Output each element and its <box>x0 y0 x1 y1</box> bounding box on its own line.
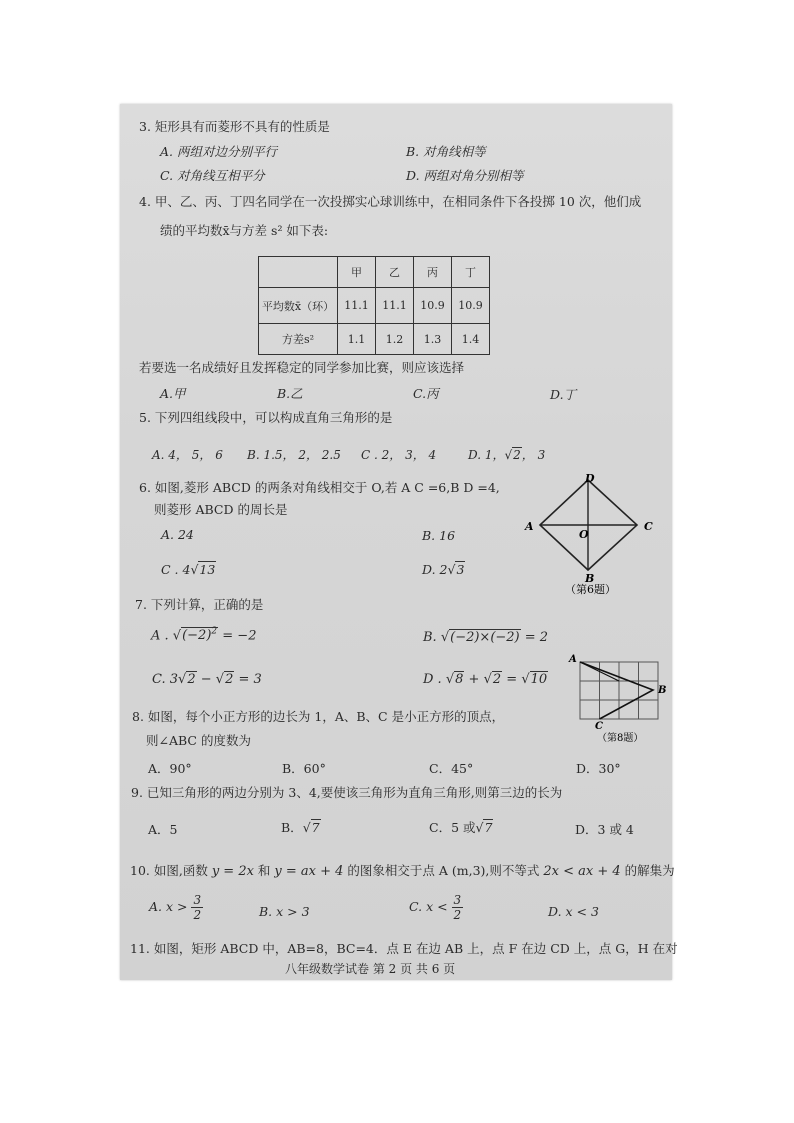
q5-option-a: A. 4， 5， 6 <box>152 448 223 462</box>
table-row <box>259 324 490 355</box>
q8-stem-line1: 8. 如图，每个小正方形的边长为 1，A、B、C 是小正方形的顶点， <box>132 709 505 724</box>
q8-option-c: C．45° <box>429 761 474 776</box>
q5-option-c: C . 2， 3， 4 <box>361 448 437 462</box>
q7-stem: 7. 下列计算，正确的是 <box>135 597 264 612</box>
q8-option-d: D．30° <box>576 761 621 776</box>
q5-option-b: B. 1.5， 2， 2.5 <box>247 448 341 462</box>
label-b: B <box>585 572 595 585</box>
page-footer: 八年级数学试卷 第 2 页 共 6 页 <box>285 962 456 976</box>
q3-option-c: C. 对角线互相平分 <box>160 168 265 183</box>
q6-rhombus-figure <box>515 470 665 600</box>
table-header-cell: 丁 <box>452 257 490 288</box>
q7-option-c: C. 3√2 − √2 = 3 <box>152 672 262 687</box>
q10-function-1: y = 2x <box>211 864 254 879</box>
q3-option-d: D. 两组对角分别相等 <box>406 168 524 183</box>
q6-caption: （第6题） <box>565 583 616 596</box>
q4-option-d: D.丁 <box>550 387 577 402</box>
table-header-cell: 甲 <box>338 257 376 288</box>
q6-stem-line1: 6. 如图,菱形 ABCD 的两条对角线相交于 O,若 A C =6,B D =4, <box>139 480 500 495</box>
table-header-cell <box>259 257 338 288</box>
q9-stem: 9. 已知三角形的两边分别为 3、4,要使该三角形为直角三角形,则第三边的长为 <box>131 785 563 800</box>
q6-option-c: C . 4√13 <box>161 562 216 577</box>
q8-option-b: B．60° <box>282 761 326 776</box>
q10-option-b: B. x > 3 <box>259 904 310 919</box>
table-cell: 方差s² <box>259 324 338 355</box>
label-a: A <box>569 654 577 665</box>
table-header-row <box>259 257 490 288</box>
table-cell: 11.1 <box>376 288 414 324</box>
q10-stem: 10. 如图,函数 y = 2x 和 y = ax + 4 的图象相交于点 A (m,3),则不等式 2x < ax + 4 的解集为 <box>130 863 675 879</box>
q5-option-d: D. 1，√2， 3 <box>468 448 546 462</box>
q7-option-b: B. √(−2)×(−2) = 2 <box>423 630 549 645</box>
q6-option-b: B. 16 <box>422 528 456 543</box>
q8-caption: （第8题） <box>597 733 644 744</box>
q10-function-2: y = ax + 4 <box>274 864 344 879</box>
table-header-cell: 丙 <box>414 257 452 288</box>
q9-option-d: D．3 或 4 <box>575 822 634 837</box>
q10-option-d: D. x < 3 <box>548 904 599 919</box>
table-cell: 11.1 <box>338 288 376 324</box>
q9-option-c: C．5 或√7 <box>429 820 493 835</box>
table-cell: 1.1 <box>338 324 376 355</box>
q6-option-d: D. 2√3 <box>422 562 465 577</box>
table-cell: 平均数x̄（环） <box>259 288 338 324</box>
q10-inequality: 2x < ax + 4 <box>543 864 621 879</box>
q8-stem-line2: 则∠ABC 的度数为 <box>146 733 251 748</box>
q6-stem-line2: 则菱形 ABCD 的周长是 <box>154 502 288 517</box>
q8-grid-figure <box>563 650 667 745</box>
q4-stem-line1: 4. 甲、乙、丙、丁四名同学在一次投掷实心球训练中，在相同条件下各投掷 10 次，他们成 <box>139 194 642 209</box>
angle-abc-lines <box>580 662 653 719</box>
q4-stem-line2: 绩的平均数x̄与方差 s² 如下表: <box>160 223 329 238</box>
q4-option-b: B.乙 <box>277 386 303 401</box>
q7-option-a: A . $√(-2)^2 = -2$ <box>151 627 257 644</box>
q9-option-b: B．√7 <box>281 820 320 835</box>
label-b: B <box>658 685 667 696</box>
q4-option-a: A.甲 <box>160 386 186 401</box>
q5-stem: 5. 下列四组线段中，可以构成直角三角形的是 <box>139 410 393 425</box>
q4-question: 若要选一名成绩好且发挥稳定的同学参加比赛，则应该选择 <box>139 360 465 375</box>
q8-option-a: A．90° <box>148 761 192 776</box>
q11-stem: 11. 如图，矩形 ABCD 中，AB=8，BC=4．点 E 在边 AB 上，点 F 在边 CD 上，点 G，H 在对 <box>130 941 678 956</box>
table-cell: 1.2 <box>376 324 414 355</box>
label-c: C <box>644 520 653 533</box>
label-o: O <box>579 528 589 541</box>
table-cell: 10.9 <box>414 288 452 324</box>
q3-option-b: B. 对角线相等 <box>406 144 486 159</box>
q3-option-a: A. 两组对边分别平行 <box>160 144 277 159</box>
q9-option-a: A．5 <box>148 822 178 837</box>
table-header-cell: 乙 <box>376 257 414 288</box>
table-cell: 1.3 <box>414 324 452 355</box>
table-cell: 10.9 <box>452 288 490 324</box>
q4-score-table <box>258 256 490 355</box>
label-a: A <box>525 520 534 533</box>
q6-option-a: A. 24 <box>161 527 194 542</box>
label-d: D <box>585 472 595 485</box>
table-row <box>259 288 490 324</box>
table-cell: 1.4 <box>452 324 490 355</box>
grid-lines <box>580 662 658 719</box>
q10-option-a: A. x > $\frac{3}{2}$ <box>149 893 202 922</box>
q3-stem: 3. 矩形具有而菱形不具有的性质是 <box>139 119 330 134</box>
label-c: C <box>595 721 603 732</box>
q4-option-c: C.丙 <box>413 386 439 401</box>
q10-option-c: C. x < $\frac{3}{2}$ <box>409 893 462 922</box>
q7-option-d: D . √8 + √2 = √10 <box>423 672 548 687</box>
